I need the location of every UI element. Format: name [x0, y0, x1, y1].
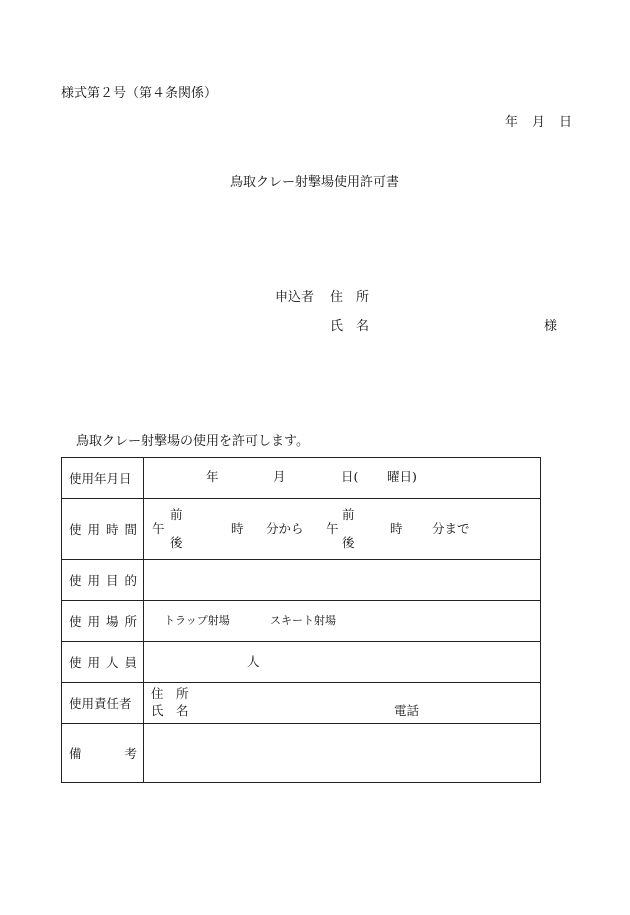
label-cell-place — [62, 601, 144, 642]
responsible-name-label: 氏 名 — [151, 703, 189, 718]
value-cell-purpose — [144, 560, 541, 601]
date-month-unit: 月 — [273, 469, 286, 484]
label-cell-responsible — [62, 683, 144, 724]
label-cell-people — [62, 642, 144, 683]
time-end-until: 分まで — [432, 521, 470, 536]
time-end-pm: 後 — [342, 535, 355, 550]
label-cell-purpose — [62, 560, 144, 601]
time-start-noon: 午 — [152, 521, 165, 536]
row-label-time: 使 用 時 間 — [69, 522, 137, 537]
table-row-date — [62, 458, 541, 499]
time-start-hour: 時 — [231, 521, 244, 536]
row-label-place: 使 用 場 所 — [69, 614, 137, 629]
date-year-label: 年 — [505, 115, 519, 130]
permit-table — [61, 457, 541, 783]
table-row-place — [62, 601, 541, 642]
label-cell-remarks — [62, 724, 144, 783]
value-cell-people — [144, 642, 541, 683]
time-start-am: 前 — [170, 507, 183, 522]
applicant-name-label: 氏 名 — [330, 319, 370, 334]
time-end-noon: 午 — [326, 521, 339, 536]
row-label-purpose: 使 用 目 的 — [69, 573, 137, 588]
time-end-hour: 時 — [390, 521, 403, 536]
table-row-remarks — [62, 724, 541, 783]
row-label-responsible: 使用責任者 — [69, 696, 132, 711]
table-row-purpose — [62, 560, 541, 601]
document-title: 鳥取クレー射撃場使用許可書 — [230, 175, 400, 190]
applicant-address-label: 住 所 — [330, 290, 370, 305]
form-number: 様式第２号（第４条関係） — [61, 86, 218, 101]
label-cell-date — [62, 458, 144, 499]
value-cell-responsible — [144, 683, 541, 724]
place-skeet: スキート射場 — [270, 614, 336, 627]
value-cell-time — [144, 499, 541, 560]
responsible-address-label: 住 所 — [151, 686, 189, 701]
time-start-pm: 後 — [170, 535, 183, 550]
row-label-people: 使 用 人 員 — [69, 655, 137, 670]
applicant-honorific: 様 — [544, 319, 558, 334]
date-year-unit: 年 — [206, 469, 219, 484]
date-weekday-unit: 曜日) — [387, 469, 417, 484]
permission-statement: 鳥取クレー射撃場の使用を許可します。 — [76, 434, 309, 449]
time-end-am: 前 — [342, 507, 355, 522]
table-row-responsible — [62, 683, 541, 724]
value-cell-place — [144, 601, 541, 642]
row-label-remarks: 備 考 — [69, 746, 137, 761]
label-cell-time — [62, 499, 144, 560]
row-label-date: 使用年月日 — [69, 471, 132, 486]
applicant-label: 申込者 — [275, 290, 315, 305]
people-unit: 人 — [247, 654, 260, 669]
time-start-from: 分から — [266, 521, 304, 536]
date-day-label: 日 — [559, 115, 573, 130]
date-day-unit: 日( — [341, 469, 359, 484]
table-row-people — [62, 642, 541, 683]
date-month-label: 月 — [532, 115, 546, 130]
table-row-time — [62, 499, 541, 560]
value-cell-date — [144, 458, 541, 499]
place-trap: トラップ射場 — [164, 614, 230, 627]
value-cell-remarks — [144, 724, 541, 783]
responsible-phone-label: 電話 — [394, 703, 420, 718]
